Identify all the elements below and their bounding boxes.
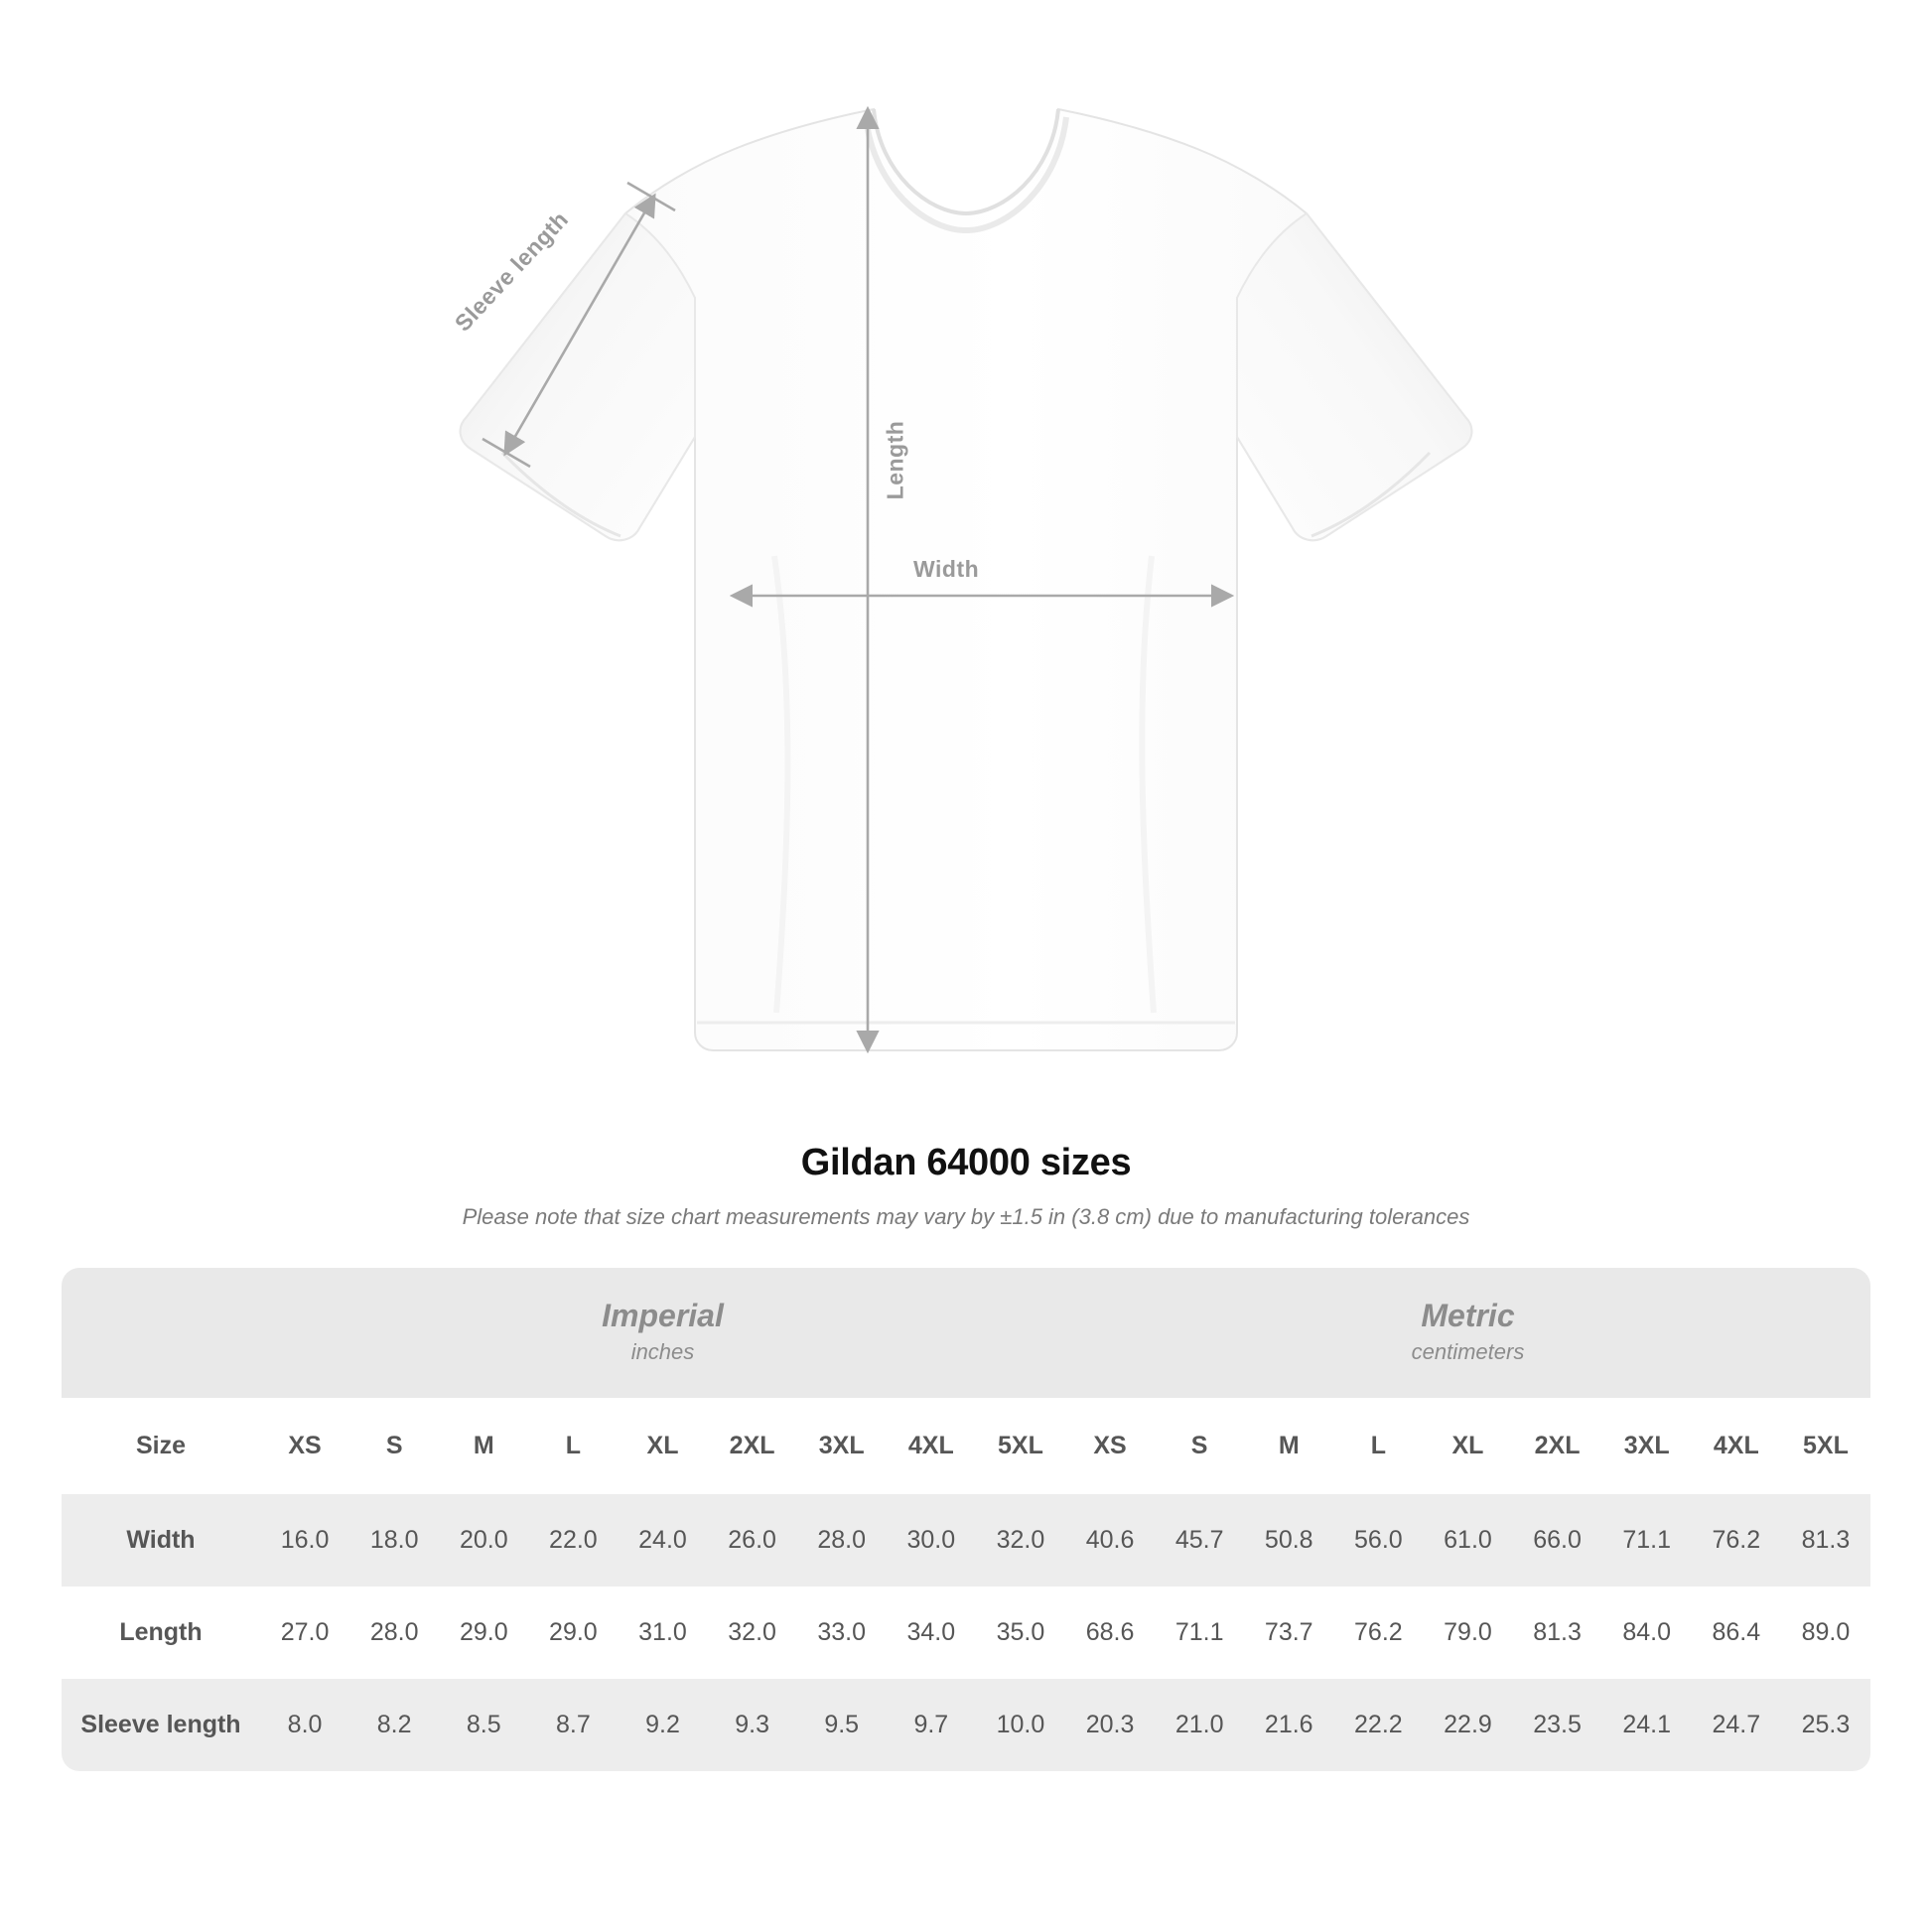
table-cell: 16.0	[260, 1494, 349, 1587]
table-cell: 68.6	[1065, 1587, 1155, 1679]
table-cell: 18.0	[349, 1494, 439, 1587]
size-column-header: 3XL	[1602, 1398, 1692, 1494]
table-cell: 71.1	[1602, 1494, 1692, 1587]
table-cell: 23.5	[1513, 1679, 1602, 1771]
size-column-header: 5XL	[976, 1398, 1065, 1494]
table-cell: 8.0	[260, 1679, 349, 1771]
table-cell: 81.3	[1513, 1587, 1602, 1679]
row-label: Length	[62, 1587, 260, 1679]
table-cell: 9.3	[708, 1679, 797, 1771]
size-column-header: M	[439, 1398, 528, 1494]
table-cell: 79.0	[1423, 1587, 1512, 1679]
table-cell: 32.0	[708, 1587, 797, 1679]
table-cell: 10.0	[976, 1679, 1065, 1771]
title-block	[0, 1142, 1932, 1230]
table-cell: 28.0	[349, 1587, 439, 1679]
size-column-header: 3XL	[797, 1398, 887, 1494]
table-cell: 61.0	[1423, 1494, 1512, 1587]
table-cell: 8.2	[349, 1679, 439, 1771]
table-cell: 20.0	[439, 1494, 528, 1587]
table-cell: 27.0	[260, 1587, 349, 1679]
size-column-header: XS	[260, 1398, 349, 1494]
table-cell: 73.7	[1244, 1587, 1333, 1679]
table-cell: 45.7	[1155, 1494, 1244, 1587]
size-header-row	[62, 1398, 1870, 1494]
table-cell: 9.7	[887, 1679, 976, 1771]
table-cell: 22.0	[528, 1494, 618, 1587]
table-cell: 25.3	[1781, 1679, 1870, 1771]
tolerance-note: Please note that size chart measurements may vary by ±1.5 in (3.8 cm) due to manufacturing tolerances	[462, 1204, 1470, 1229]
table-row	[62, 1679, 1870, 1771]
size-column-header: XL	[1423, 1398, 1512, 1494]
table-cell: 21.6	[1244, 1679, 1333, 1771]
table-cell: 50.8	[1244, 1494, 1333, 1587]
table-cell: 9.5	[797, 1679, 887, 1771]
unit-header-imperial	[260, 1268, 1065, 1398]
table-cell: 9.2	[618, 1679, 707, 1771]
table-cell: 66.0	[1513, 1494, 1602, 1587]
page-title: Gildan 64000 sizes	[800, 1142, 1132, 1183]
size-table	[62, 1268, 1870, 1771]
table-row	[62, 1494, 1870, 1587]
size-column-header: L	[528, 1398, 618, 1494]
row-label: Width	[62, 1494, 260, 1587]
table-cell: 28.0	[797, 1494, 887, 1587]
table-cell: 22.9	[1423, 1679, 1512, 1771]
size-column-header: 2XL	[1513, 1398, 1602, 1494]
table-row	[62, 1587, 1870, 1679]
table-cell: 86.4	[1692, 1587, 1781, 1679]
unit-subtitle: centimeters	[1411, 1339, 1525, 1364]
size-column-header: XS	[1065, 1398, 1155, 1494]
table-cell: 21.0	[1155, 1679, 1244, 1771]
unit-header-row	[62, 1268, 1870, 1398]
table-cell: 26.0	[708, 1494, 797, 1587]
table-cell: 22.2	[1333, 1679, 1423, 1771]
size-column-header: XL	[618, 1398, 707, 1494]
width-label: Width	[913, 556, 980, 582]
size-header-label: Size	[62, 1398, 260, 1494]
table-cell: 33.0	[797, 1587, 887, 1679]
table-cell: 34.0	[887, 1587, 976, 1679]
table-cell: 81.3	[1781, 1494, 1870, 1587]
unit-subtitle: inches	[630, 1339, 695, 1364]
table-cell: 8.7	[528, 1679, 618, 1771]
table-cell: 29.0	[439, 1587, 528, 1679]
table-cell: 20.3	[1065, 1679, 1155, 1771]
size-column-header: S	[1155, 1398, 1244, 1494]
length-label: Length	[882, 420, 908, 500]
unit-name: Metric	[1421, 1298, 1515, 1333]
size-table-wrapper	[62, 1268, 1870, 1771]
size-column-header: 5XL	[1781, 1398, 1870, 1494]
size-column-header: 4XL	[887, 1398, 976, 1494]
sleeve-length-label: Sleeve length	[449, 206, 574, 337]
table-cell: 24.0	[618, 1494, 707, 1587]
size-column-header: 2XL	[708, 1398, 797, 1494]
table-cell: 29.0	[528, 1587, 618, 1679]
size-column-header: 4XL	[1692, 1398, 1781, 1494]
size-column-header: S	[349, 1398, 439, 1494]
table-cell: 32.0	[976, 1494, 1065, 1587]
table-cell: 35.0	[976, 1587, 1065, 1679]
row-label: Sleeve length	[62, 1679, 260, 1771]
unit-name: Imperial	[602, 1298, 724, 1333]
unit-header-metric	[1065, 1268, 1870, 1398]
table-cell: 71.1	[1155, 1587, 1244, 1679]
unit-row-spacer	[62, 1268, 260, 1398]
table-cell: 31.0	[618, 1587, 707, 1679]
table-cell: 8.5	[439, 1679, 528, 1771]
table-cell: 56.0	[1333, 1494, 1423, 1587]
size-column-header: M	[1244, 1398, 1333, 1494]
table-cell: 24.1	[1602, 1679, 1692, 1771]
table-cell: 76.2	[1333, 1587, 1423, 1679]
table-cell: 24.7	[1692, 1679, 1781, 1771]
table-cell: 84.0	[1602, 1587, 1692, 1679]
table-cell: 89.0	[1781, 1587, 1870, 1679]
table-cell: 76.2	[1692, 1494, 1781, 1587]
size-column-header: L	[1333, 1398, 1423, 1494]
table-cell: 40.6	[1065, 1494, 1155, 1587]
table-cell: 30.0	[887, 1494, 976, 1587]
